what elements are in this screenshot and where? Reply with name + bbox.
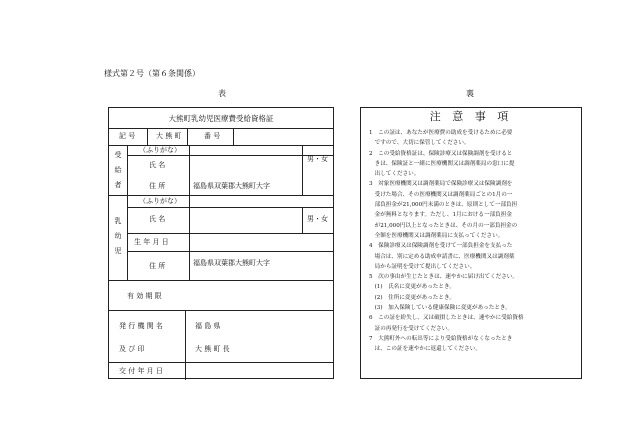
notice-body: [369, 128, 574, 355]
front-card: [108, 107, 334, 379]
notice-line: 局から証明を受けて提出してください。: [369, 263, 476, 270]
issue-date-label: 交 付 年 月 日: [119, 367, 163, 375]
number-label: 番 号: [204, 132, 221, 140]
notice-line: 出してください。: [369, 171, 420, 178]
recipient-furigana-label: （ふりがな）: [139, 146, 181, 154]
infant-address: 福島県双葉郡大熊町大字: [193, 259, 270, 267]
recipient-gender: 男・女: [307, 155, 328, 163]
recipient-address-label: 住 所: [149, 182, 166, 190]
symbol-value: 大 熊 町: [156, 132, 182, 140]
notice-line: 7 大熊町外への転出等により受給資格がなくなったとき: [369, 335, 513, 342]
notice-line: きは、保険証と一緒に医療機関又は調剤薬局の窓口に提: [369, 160, 515, 167]
back-card: [360, 107, 582, 379]
seal-value: 大 熊 町 長: [195, 345, 230, 353]
notice-line: 金が無料となります。ただし、1月における一部負担金: [369, 212, 512, 219]
notice-line: (1) 氏名に変更があったとき。: [369, 284, 455, 291]
notice-line: 6 この証を紛失し、又は破損したときは、速やかに受給資格: [369, 315, 524, 322]
notice-line: ですので、大切に保管してください。: [369, 140, 470, 147]
birth-date-label: 生 年 月 日: [134, 238, 169, 246]
infant-label: 乳幼児: [114, 217, 122, 255]
issuer-value: 福 島 県: [195, 322, 221, 330]
infant-address-label: 住 所: [149, 262, 166, 270]
infant-name-label: 氏 名: [149, 215, 166, 223]
issuer-label: 発 行 機 関 名: [119, 322, 163, 330]
infant-furigana-label: （ふりがな）: [139, 197, 181, 205]
notice-line: が21,000円以上となったときは、その月の一部負担金の: [369, 222, 518, 229]
notice-line: 5 次の事由が生じたときは、速やかに届け出てください。: [369, 274, 518, 281]
recipient-name-label: 氏 名: [149, 161, 166, 169]
seal-label: 及 び 印: [119, 345, 145, 353]
validity-label: 有 効 期 限: [127, 292, 162, 300]
notice-line: 4 保険診療又は保険調剤を受けて一部負担金を支払った: [369, 243, 513, 250]
symbol-label: 記 号: [119, 132, 136, 140]
notice-line: 受けた場合、その医療機関又は調剤薬局ごとの1月の一: [369, 191, 513, 198]
notice-line: (2) 住所に変更があったとき。: [369, 294, 455, 301]
notice-line: 3 対象医療機関又は調剤薬局で保険診療又は保険調剤を: [369, 181, 513, 188]
card-title: 大熊町乳幼児医療費受給資格証: [168, 114, 274, 123]
notice-line: (3) 加入保険している健康保険に変更があったとき。: [369, 305, 511, 312]
notice-title: 注 意 事 項: [429, 110, 513, 123]
notice-line: 全額を医療機関又は調剤薬局に支払ってください。: [369, 232, 504, 239]
front-side-label: 表: [218, 89, 226, 98]
notice-line: は、この証を速やかに返還してください。: [369, 346, 481, 353]
recipient-label: 受給者: [114, 151, 122, 189]
notice-line: 部負担金が21,000円未満のときは、原則として一部負担: [369, 202, 518, 209]
recipient-address: 福島県双葉郡大熊町大字: [193, 182, 270, 190]
form-number: 様式第２号（第６条関係）: [104, 69, 200, 78]
notice-line: 場合は、別に定める助成申請書に、医療機関又は調剤薬: [369, 253, 515, 260]
notice-line: 2 この受給資格証は、保険診療又は保険調剤を受けると: [369, 150, 513, 157]
notice-line: 証の再発行を受けてください。: [369, 325, 453, 332]
back-side-label: 裏: [466, 89, 474, 98]
infant-gender: 男・女: [307, 215, 328, 223]
notice-line: 1 この証は、あなたが医療費の助成を受けるために必要: [369, 130, 513, 136]
